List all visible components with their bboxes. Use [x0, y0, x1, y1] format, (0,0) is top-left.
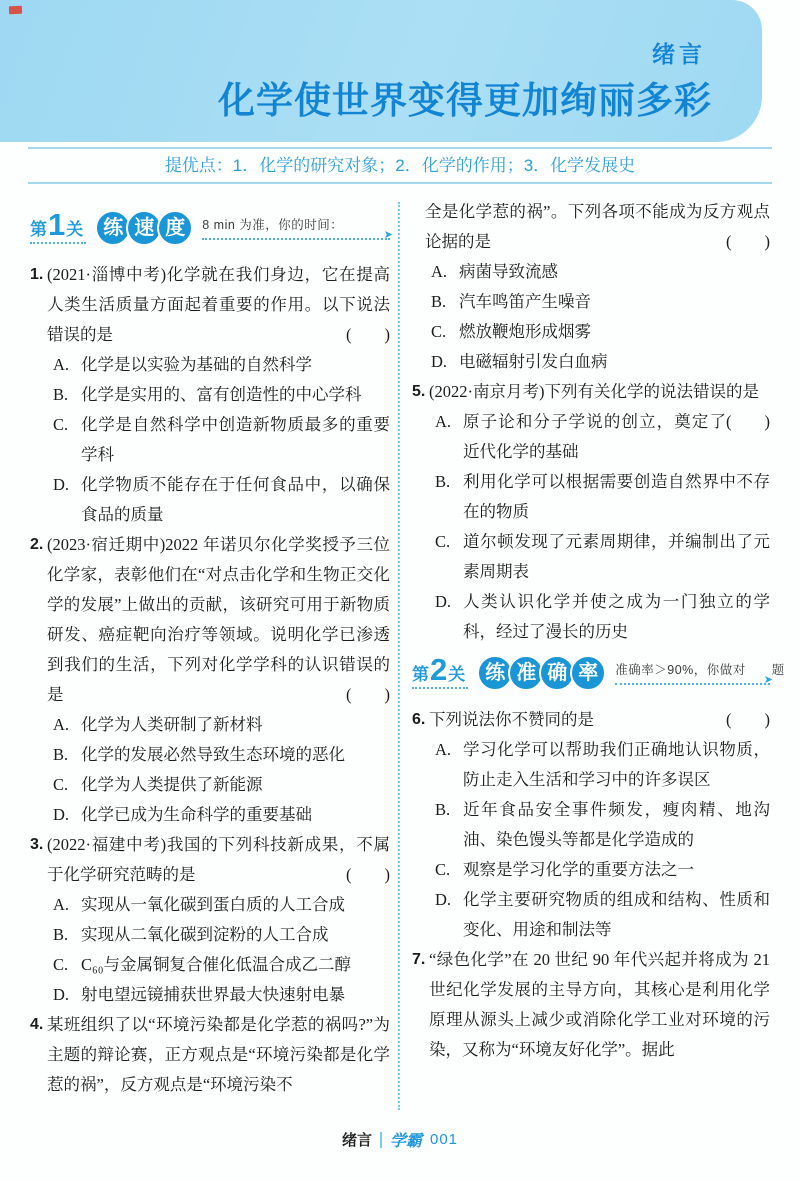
question-number: 6. — [412, 711, 426, 728]
question-stem — [47, 530, 390, 710]
gate-number-suffix: 关 — [448, 664, 466, 684]
option-row — [429, 855, 770, 885]
stem-text: (2022·南京月考)下列有关化学的说法错误的是 — [429, 382, 759, 401]
gate-1-note-area — [202, 217, 393, 241]
question-5 — [412, 377, 770, 647]
option-text: 汽车鸣笛产生噪音 — [459, 292, 591, 311]
option-row — [47, 770, 390, 800]
option-text: C₆₀与金属铜复合催化低温合成乙二醇 — [81, 955, 352, 974]
option-text: 化学是以实验为基础的自然科学 — [81, 355, 312, 374]
option-row — [425, 347, 770, 377]
arrow-right-icon: ➤ — [763, 673, 773, 686]
option-letter: D. — [53, 475, 70, 494]
question-stem — [429, 705, 770, 735]
option-letter: D. — [53, 805, 70, 824]
badge-char: 准 — [508, 655, 544, 691]
option-letter: A. — [435, 412, 452, 431]
option-row — [47, 920, 390, 950]
option-letter: A. — [435, 740, 452, 759]
option-row — [47, 410, 390, 470]
stem-text: 全是化学惹的祸”。下列各项不能成为反方观点论据的是 — [425, 202, 770, 251]
option-row — [47, 800, 390, 830]
option-text: 化学主要研究物质的组成和结构、性质和变化、用途和制法等 — [463, 890, 770, 939]
question-number: 3. — [30, 836, 44, 853]
option-text: 实现从一氧化碳到蛋白质的人工合成 — [81, 895, 345, 914]
option-row — [429, 587, 770, 647]
gate-number-prefix: 第 — [412, 664, 429, 684]
option-letter: C. — [431, 322, 447, 341]
option-letter: B. — [435, 472, 451, 491]
chapter-label: 绪言 — [652, 41, 706, 67]
option-letter: B. — [53, 925, 69, 944]
option-row — [425, 257, 770, 287]
option-letter: A. — [431, 262, 448, 281]
option-letter: A. — [53, 895, 70, 914]
option-letter: C. — [435, 860, 451, 879]
question-6 — [412, 705, 770, 945]
dotted-arrow-line — [202, 228, 393, 241]
footer-page-number: 001 — [430, 1131, 459, 1148]
option-letter: B. — [431, 292, 447, 311]
option-text: 道尔顿发现了元素周期律，并编制出了元素周期表 — [463, 532, 770, 581]
option-text: 人类认识化学并使之成为一门独立的学科，经过了漫长的历史 — [463, 592, 770, 641]
option-row — [47, 950, 390, 980]
question-stem — [429, 945, 770, 1065]
option-row — [429, 407, 770, 467]
gate-2-header — [412, 649, 785, 697]
gate-number-value: 1 — [48, 206, 66, 242]
option-text: 燃放鞭炮形成烟雾 — [459, 322, 591, 341]
option-text: 化学是自然科学中创造新物质最多的重要学科 — [81, 415, 390, 464]
option-row — [47, 740, 390, 770]
gate-number-value: 2 — [430, 651, 448, 687]
accuracy-note: 准确率＞90%，你做对 题 — [615, 662, 785, 677]
option-letter: A. — [53, 355, 70, 374]
dotted-arrow-line — [615, 673, 773, 686]
stem-text: “绿色化学”在 20 世纪 90 年代兴起并将成为 21 世纪化学发展的主导方向，其核心是利用化学原理从源头上减少或消除化学工业对环境的污染，又称为“环境友好化学”。据此 — [429, 950, 770, 1059]
option-row — [429, 885, 770, 945]
question-stem — [425, 197, 770, 257]
arrow-right-icon: ➤ — [383, 228, 393, 241]
gate-2-note-area — [615, 662, 785, 686]
answer-bracket: ( ) — [726, 412, 770, 431]
option-text: 原子论和分子学说的创立，奠定了近代化学的基础 — [463, 412, 726, 461]
option-row — [429, 735, 770, 795]
option-letter: D. — [53, 985, 70, 1004]
option-text: 化学为人类研制了新材料 — [81, 715, 263, 734]
chapter-banner — [0, 0, 762, 142]
question-stem — [47, 1010, 390, 1100]
option-row — [47, 350, 390, 380]
question-1 — [30, 260, 390, 530]
timer-note: 8 min 为准，你的时间： — [202, 217, 344, 232]
footer-separator — [380, 1132, 382, 1148]
column-right — [412, 197, 785, 1065]
gate-1-badge — [95, 210, 193, 246]
badge-char: 度 — [157, 210, 193, 246]
answer-bracket: ( ) — [346, 325, 390, 344]
option-text: 观察是学习化学的重要方法之一 — [463, 860, 694, 879]
question-stem — [47, 260, 390, 350]
option-row — [425, 317, 770, 347]
option-row — [47, 980, 390, 1010]
stem-text: (2021·淄博中考)化学就在我们身边，它在提高人类生活质量方面起着重要的作用。以下说法错误的是 — [47, 265, 390, 344]
gate-number-suffix: 关 — [66, 219, 84, 239]
gate-2-number — [412, 651, 468, 689]
question-4-continuation — [412, 197, 770, 377]
option-text: 化学为人类提供了新能源 — [81, 775, 263, 794]
option-row — [429, 527, 770, 587]
option-letter: C. — [435, 532, 451, 551]
option-letter: D. — [435, 890, 452, 909]
question-4 — [30, 1010, 390, 1100]
gate-1-header — [30, 204, 393, 252]
column-left — [30, 202, 393, 1100]
badge-char: 率 — [570, 655, 606, 691]
stem-text: 某班组织了以“环境污染都是化学惹的祸吗?”为主题的辩论赛，正方观点是“环境污染都是化学惹的祸”，反方观点是“环境污染不 — [47, 1015, 390, 1094]
answer-bracket: ( ) — [346, 685, 390, 704]
answer-bracket: ( ) — [346, 865, 390, 884]
question-7 — [412, 945, 770, 1065]
question-number: 2. — [30, 536, 44, 553]
focus-points-strip: 提优点：1．化学的研究对象；2．化学的作用；3．化学发展史 — [28, 147, 772, 184]
option-letter: B. — [53, 385, 69, 404]
option-letter: A. — [53, 715, 70, 734]
option-letter: D. — [431, 352, 448, 371]
option-text: 近年食品安全事件频发，瘦肉精、地沟油、染色馒头等都是化学造成的 — [463, 800, 770, 849]
option-text: 化学已成为生命科学的重要基础 — [81, 805, 312, 824]
option-text: 化学的发展必然导致生态环境的恶化 — [81, 745, 345, 764]
option-letter: B. — [435, 800, 451, 819]
stem-text: (2023·宿迁期中)2022 年诺贝尔化学奖授予三位化学家，表彰他们在“对点击化学和生物正交化学的发展”上做出的贡献，该研究可用于新物质研发、癌症靶向治疗等领域。说明化学已渗透到我们的生活，下列对化学学科的认识错误的是 — [47, 535, 390, 704]
question-3 — [30, 830, 390, 1010]
option-letter: D. — [435, 592, 452, 611]
question-number: 7. — [412, 951, 426, 968]
badge-char: 练 — [95, 210, 131, 246]
option-text: 电磁辐射引发白血病 — [459, 352, 608, 371]
column-divider — [398, 202, 400, 1110]
question-number: 5. — [412, 383, 426, 400]
answer-bracket: ( ) — [726, 232, 770, 251]
option-row — [47, 890, 390, 920]
gate-number-prefix: 第 — [30, 219, 47, 239]
badge-char: 练 — [477, 655, 513, 691]
badge-char: 确 — [539, 655, 575, 691]
option-letter: C. — [53, 775, 69, 794]
option-text: 实现从二氧化碳到淀粉的人工合成 — [81, 925, 329, 944]
option-text: 化学是实用的、富有创造性的中心学科 — [81, 385, 362, 404]
option-letter: C. — [53, 955, 69, 974]
option-text: 学习化学可以帮助我们正确地认识物质，防止走入生活和学习中的许多误区 — [463, 740, 770, 789]
stem-text: (2022·福建中考)我国的下列科技新成果，不属于化学研究范畴的是 — [47, 835, 390, 884]
gate-1-number — [30, 206, 86, 244]
option-text: 利用化学可以根据需要创造自然界中不存在的物质 — [463, 472, 770, 521]
option-letter: B. — [53, 745, 69, 764]
option-row — [425, 287, 770, 317]
question-stem — [429, 377, 770, 431]
option-row — [429, 467, 770, 527]
badge-char: 速 — [126, 210, 162, 246]
footer-chapter: 绪言 — [341, 1133, 372, 1149]
option-row — [429, 795, 770, 855]
option-letter: C. — [53, 415, 69, 434]
page-footer — [0, 1128, 800, 1151]
question-number: 1. — [30, 266, 44, 283]
question-stem — [47, 830, 390, 890]
question-number: 4. — [30, 1016, 44, 1033]
option-text: 化学物质不能存在于任何食品中，以确保食品的质量 — [81, 475, 390, 524]
red-print-mark — [9, 6, 22, 14]
gate-2-badge — [477, 655, 606, 691]
option-row — [47, 710, 390, 740]
option-row — [47, 470, 390, 530]
option-text: 射电望远镜捕获世界最大快速射电暴 — [81, 985, 345, 1004]
option-text: 病菌导致流感 — [459, 262, 558, 281]
option-row — [47, 380, 390, 410]
footer-brand: 学霸 — [389, 1133, 422, 1150]
answer-bracket: ( ) — [726, 710, 770, 729]
stem-text: 下列说法你不赞同的是 — [429, 710, 594, 729]
question-2 — [30, 530, 390, 830]
page-title: 化学使世界变得更加绚丽多彩 — [218, 80, 712, 121]
